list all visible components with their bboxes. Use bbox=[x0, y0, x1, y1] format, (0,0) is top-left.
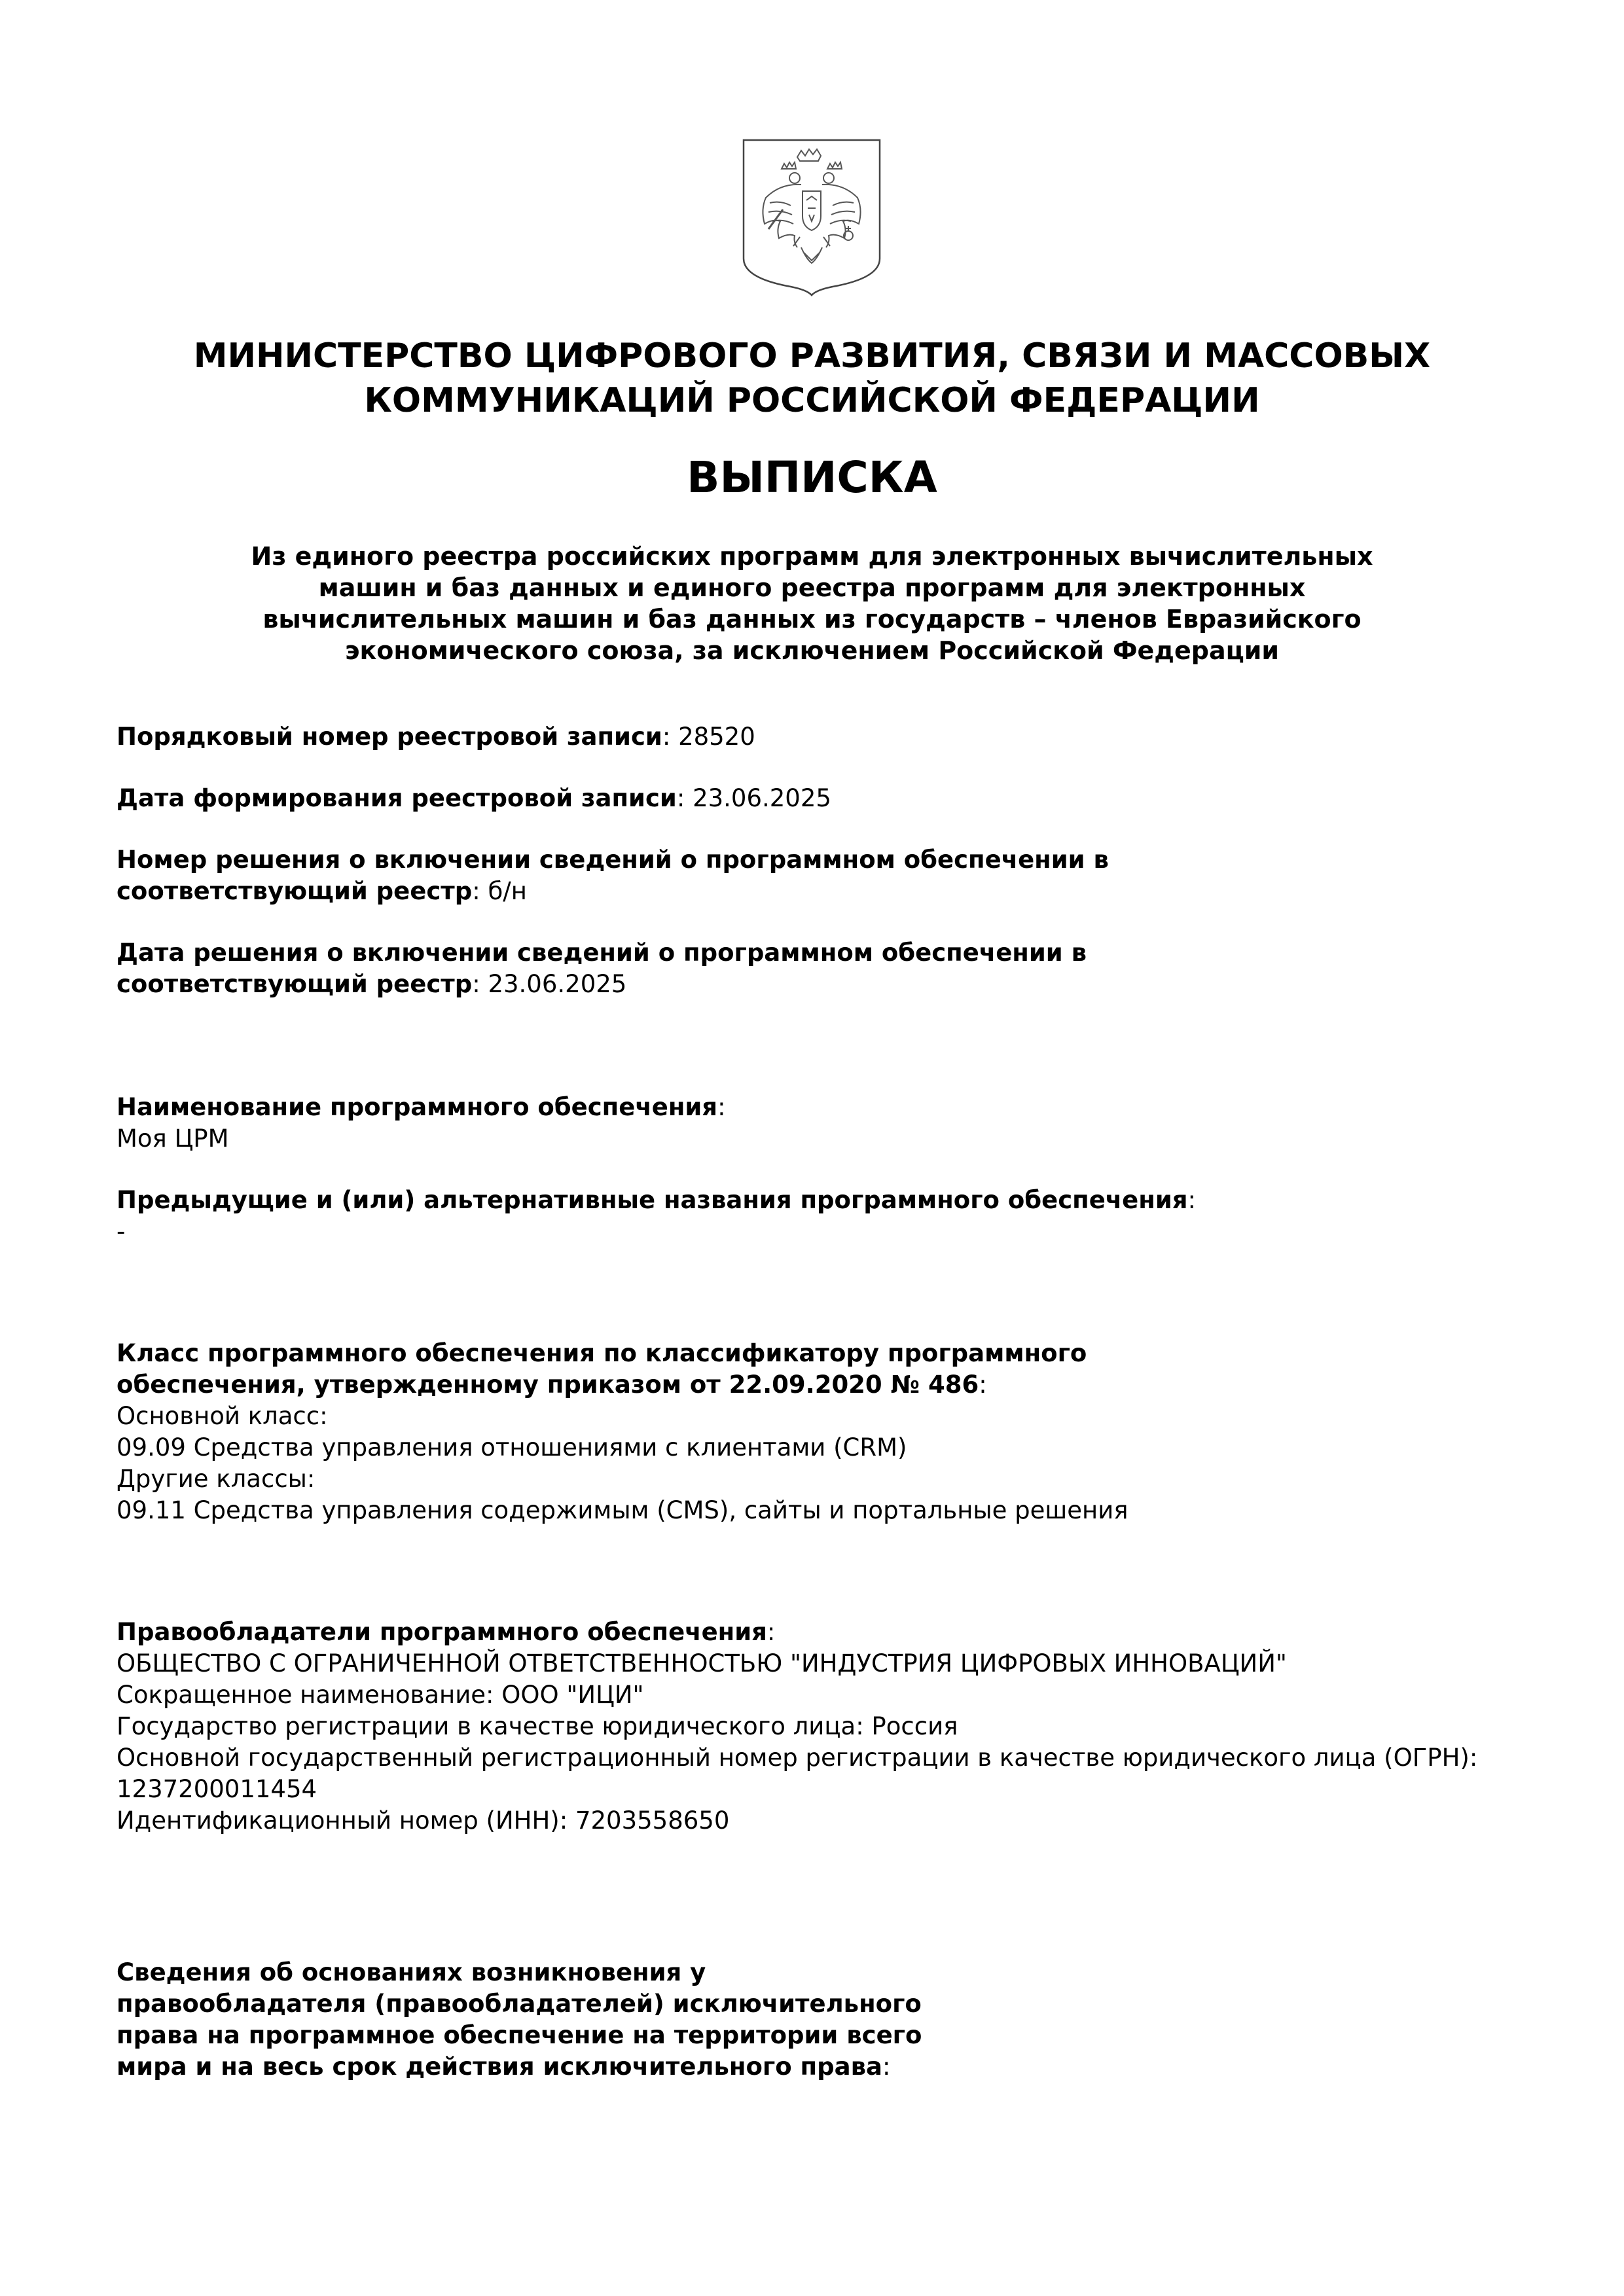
decision-date-field: Дата решения о включении сведений о программном обеспечении в соответствующий реестр: 23.06.2025 bbox=[117, 939, 1087, 998]
classification-field: Класс программного обеспечения по классификатору программного обеспечения, утвержденному приказом от 22.09.2020 № 486: Основной класс: 09.09 Средства управления отношениями с клиентами (CRM) Другие классы: 09.11 Средства управления содержимым (CMS), сайты и портальные решения bbox=[117, 1338, 1524, 1526]
record-date-label: Дата формирования реестровой записи bbox=[117, 784, 677, 812]
software-name-label: Наименование программного обеспечения bbox=[117, 1093, 718, 1121]
software-name-value: Моя ЦРМ bbox=[117, 1124, 229, 1153]
document-subtitle: Из единого реестра российских программ для электронных вычислительных машин и баз данных и единого реестра программ для электронных вычислительных машин и баз данных из государств – членов Евразийского экономического союза, за исключением Российской Федерации bbox=[251, 542, 1373, 665]
ministry-title: МИНИСТЕРСТВО ЦИФРОВОГО РАЗВИТИЯ, СВЯЗИ И МАССОВЫХ КОММУНИКАЦИЙ РОССИЙСКОЙ ФЕДЕРАЦИИ bbox=[193, 336, 1431, 420]
other-classes-label: Другие классы: bbox=[117, 1465, 316, 1493]
record-number-field: Порядковый номер реестровой записи: 28520 bbox=[117, 723, 755, 751]
alt-names-field: Предыдущие и (или) альтернативные названия программного обеспечения: - bbox=[117, 1185, 1524, 1247]
other-classes-value: 09.11 Средства управления содержимым (CMS), сайты и портальные решения bbox=[117, 1496, 1128, 1524]
main-class-label: Основной класс: bbox=[117, 1402, 328, 1430]
decision-number-label: Номер решения о включении сведений о программном обеспечении в соответствующий реестр bbox=[117, 846, 1109, 905]
record-number-value: 28520 bbox=[678, 723, 755, 751]
record-date-value: 23.06.2025 bbox=[693, 784, 831, 812]
alt-names-label: Предыдущие и (или) альтернативные названия программного обеспечения bbox=[117, 1186, 1188, 1214]
decision-number-value: б/н bbox=[488, 877, 527, 905]
coat-of-arms-emblem bbox=[741, 137, 882, 298]
decision-date-value: 23.06.2025 bbox=[488, 970, 627, 998]
software-name-field: Наименование программного обеспечения: Моя ЦРМ bbox=[117, 1092, 1524, 1155]
rightholder-short-name: Сокращенное наименование: ООО "ИЦИ" bbox=[117, 1681, 644, 1709]
rightholder-field: Правообладатели программного обеспечения: ОБЩЕСТВО С ОГРАНИЧЕННОЙ ОТВЕТСТВЕННОСТЬЮ "ИНДУСТРИЯ ЦИФРОВЫХ ИННОВАЦИЙ" Сокращенное наименование: ООО "ИЦИ" Государство регистрации в качестве юридического лица: Россия Основной государственный регистрационный номер регистрации в качестве юридического лица (ОГРН): 1237200011454 Идентификационный номер (ИНН): 7203558650 bbox=[117, 1617, 1524, 1837]
rights-basis-label: Сведения об основаниях возникновения у правообладателя (правообладателей) исключительного права на программное обеспечение на территории всего мира и на весь срок действия исключительного права bbox=[117, 1958, 922, 2081]
record-date-field: Дата формирования реестровой записи: 23.06.2025 bbox=[117, 784, 831, 812]
classification-label: Класс программного обеспечения по классификатору программного обеспечения, утвержденному приказом от 22.09.2020 № 486 bbox=[117, 1339, 1087, 1399]
alt-names-value: - bbox=[117, 1217, 126, 1246]
record-number-label: Порядковый номер реестровой записи bbox=[117, 723, 662, 751]
rightholder-ogrn-label: Основной государственный регистрационный номер регистрации в качестве юридического лица (ОГРН): bbox=[117, 1744, 1478, 1772]
rightholder-inn: Идентификационный номер (ИНН): 7203558650 bbox=[117, 1806, 730, 1835]
document-title: ВЫПИСКА bbox=[687, 452, 937, 503]
rightholder-label: Правообладатели программного обеспечения bbox=[117, 1618, 767, 1646]
rightholder-ogrn-value: 1237200011454 bbox=[117, 1775, 317, 1803]
main-class-value: 09.09 Средства управления отношениями с клиентами (CRM) bbox=[117, 1433, 907, 1462]
rights-basis-field: Сведения об основаниях возникновения у правообладателя (правообладателей) исключительного права на программное обеспечение на территории всего мира и на весь срок действия исключительного права: bbox=[117, 1958, 922, 2081]
decision-date-label: Дата решения о включении сведений о программном обеспечении в соответствующий реестр bbox=[117, 939, 1087, 998]
rightholder-full-name: ОБЩЕСТВО С ОГРАНИЧЕННОЙ ОТВЕТСТВЕННОСТЬЮ "ИНДУСТРИЯ ЦИФРОВЫХ ИННОВАЦИЙ" bbox=[117, 1649, 1287, 1677]
decision-number-field: Номер решения о включении сведений о программном обеспечении в соответствующий реестр: б/н bbox=[117, 846, 1109, 905]
rightholder-country: Государство регистрации в качестве юридического лица: Россия bbox=[117, 1712, 958, 1740]
